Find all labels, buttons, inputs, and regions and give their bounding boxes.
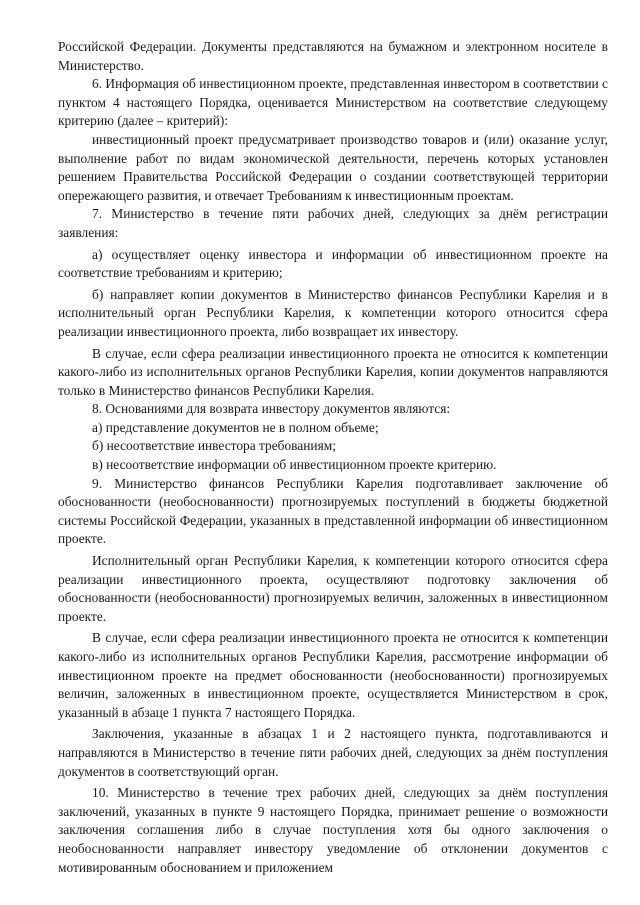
paragraph-item-9: 9. Министерство финансов Республики Карелия подготавливает заключение об обоснованности (необоснованности) прогнозируемых поступлений в бюджеты бюджетной системы Российской Федерации, указанных в представленной информации об инвестиционном проекте. (58, 475, 608, 547)
paragraph-item-7: 7. Министерство в течение пяти рабочих дней, следующих за днём регистрации заявления: (58, 206, 608, 240)
paragraph-item-9-note: В случае, если сфера реализации инвестиционного проекта не относится к компетенции какого-либо из исполнительных органов Республики Карелия, рассмотрение информации об инвестиционном проекте на предмет обоснованности (необоснованности) прогнозируемых величин, заложенных в инвестиционном проекте, осуществляется Министерством в срок, указанный в абзаце 1 пункта 7 настоящего Порядка. (58, 630, 608, 720)
paragraph-item-7-note: В случае, если сфера реализации инвестиционного проекта не относится к компетенции какого-либо из исполнительных органов Республики Карелия, копии документов направляются только в Министерство финансов Республики Карелия. (58, 345, 608, 398)
paragraph-continuation: Российской Федерации. Документы представляются на бумажном и электронном носителе в Министерство. (58, 39, 608, 73)
document-page (58, 38, 608, 877)
paragraph-item-7b: б) направляет копии документов в Министерство финансов Республики Карелия и в исполнительный орган Республики Карелия, к компетенции которого относится сфера реализации инвестиционного проекта, либо возвращает их инвестору. (58, 286, 608, 339)
paragraph-item-8: 8. Основаниями для возврата инвестору документов являются: (92, 401, 451, 417)
paragraph-item-9-conclusions: Заключения, указанные в абзацах 1 и 2 настоящего пункта, подготавливаются и направляются в Министерство в течение пяти рабочих дней, следующих за днём поступления документов в соответствующий орган. (58, 726, 608, 779)
paragraph-item-8a: а) представление документов не в полном объеме; (92, 419, 379, 435)
paragraph-item-6: 6. Информация об инвестиционном проекте, представленная инвестором в соответствии с пунктом 4 настоящего Порядка, оценивается Министерством на соответствие следующему критерию (далее – критерий): (58, 76, 608, 129)
paragraph-item-9-executive: Исполнительный орган Республики Карелия, к компетенции которого относится сфера реализации инвестиционного проекта, осуществляют подготовку заключения об обоснованности (необоснованности) прогнозируемых величин, заложенных в инвестиционном проекте. (58, 553, 608, 624)
paragraph-item-7a: а) осуществляет оценку инвестора и информации об инвестиционном проекте на соответствие требованиям и критерию; (58, 246, 608, 281)
paragraph-criterion: инвестиционный проект предусматривает производство товаров и (или) оказание услуг, выполнение работ по видам экономической деятельности, перечень которых установлен решением Правительства Российской Федерации о создании соответствующей территории опережающего развития, и отвечает Требованиям к инвестиционным проектам. (58, 131, 608, 203)
paragraph-item-10: 10. Министерство в течение трех рабочих дней, следующих за днём поступления заключений, указанных в пункте 9 настоящего Порядка, принимает решение о возможности заключения соглашения либо в случае поступления хотя бы одного заключения о необоснованности направляет инвестору уведомление об отклонении документов с мотивированным обоснованием и приложением (58, 785, 608, 875)
paragraph-item-8c: в) несоответствие информации об инвестиционном проекте критерию. (92, 457, 497, 473)
paragraph-item-8b: б) несоответствие инвестора требованиям; (92, 438, 336, 454)
